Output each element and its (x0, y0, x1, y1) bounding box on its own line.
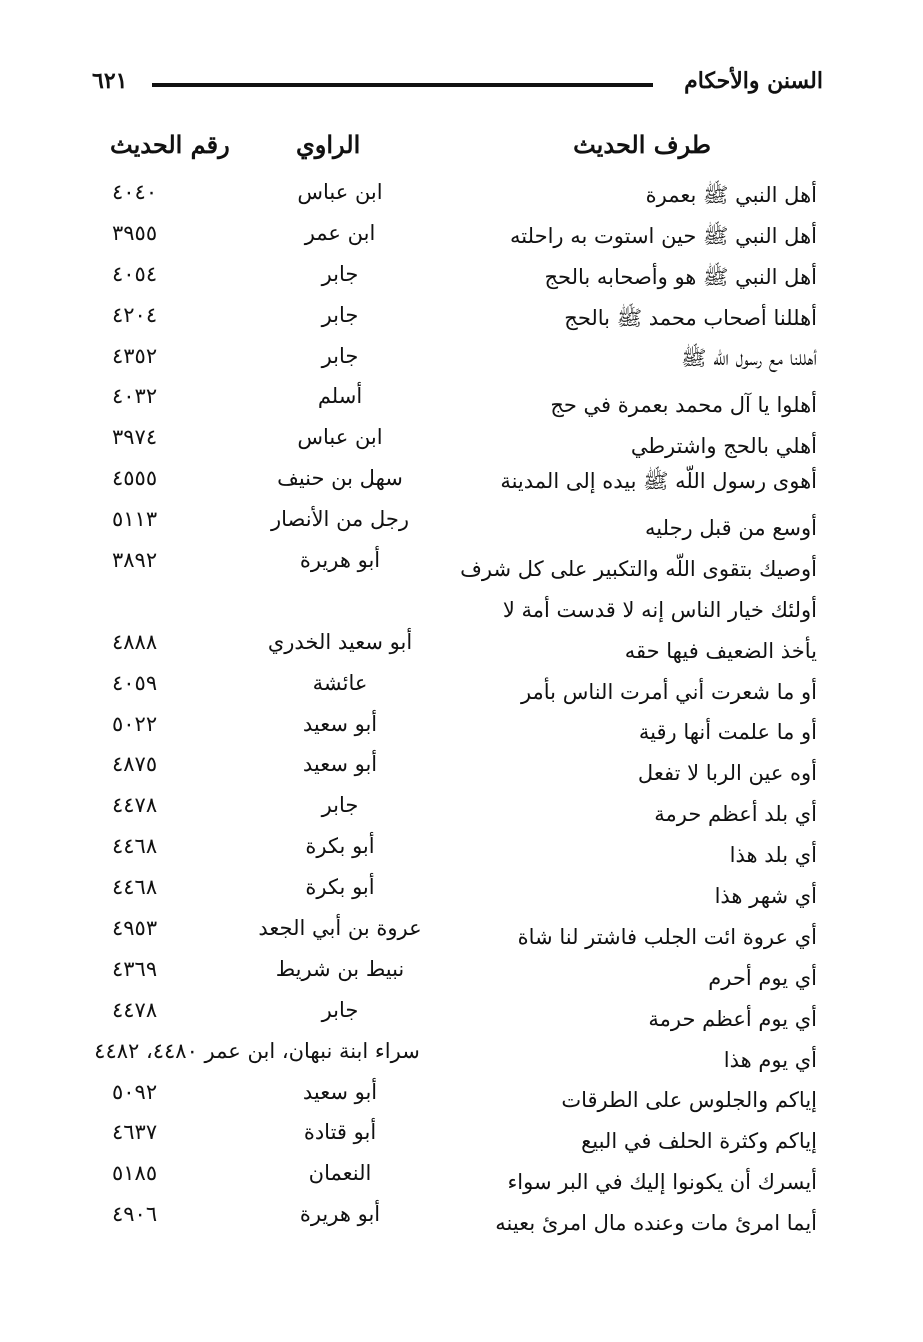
table-row (0, 1198, 923, 1239)
narrator-name: أبو سعيد (302, 711, 378, 736)
hadith-incipit: أي بلد هذا (729, 843, 817, 868)
hadith-incipit: أي يوم أعظم حرمة (648, 1006, 817, 1031)
hadith-incipit: أي شهر هذا (714, 884, 817, 909)
hadith-incipit: أهللنا أصحاب محمد ﷺ بالحج (564, 305, 817, 330)
hadith-number: ٤٥٥٥ (112, 466, 158, 491)
hadith-incipit: أهوى رسول اللّه ﷺ بيده إلى المدينة (500, 469, 817, 494)
table-row (0, 258, 923, 299)
hadith-number: ٤٨٨٨ (112, 629, 158, 654)
hadith-number: ٤٢٠٤ (112, 302, 158, 327)
narrator-name: عروة بن أبي الجعد (258, 916, 422, 941)
table-row (0, 830, 923, 871)
hadith-index-table (0, 176, 923, 1239)
hadith-number: ٤٠٣٢ (112, 384, 158, 409)
narrator-name: سراء ابنة نبهان، ابن عمر ٤٤٨٠، ٤٤٨٢ (94, 1038, 420, 1063)
hadith-incipit: أوسع من قبل رجليه (645, 516, 817, 541)
table-row (0, 789, 923, 830)
table-row (0, 912, 923, 953)
hadith-incipit: أي يوم هذا (723, 1047, 817, 1072)
hadith-number: ٥١١٣ (112, 507, 158, 532)
hadith-number: ٥١٨٥ (112, 1161, 158, 1186)
table-row (0, 299, 923, 340)
narrator-name: سهل بن حنيف (277, 466, 403, 491)
hadith-number: ٤٠٥٤ (112, 261, 158, 286)
narrator-name: جابر (321, 343, 359, 368)
hadith-incipit: أو ما علمت أنها رقية (638, 720, 817, 745)
table-row (0, 340, 923, 381)
table-row (0, 708, 923, 749)
hadith-incipit: أهل النبي ﷺ بعمرة (645, 182, 817, 207)
table-row (0, 462, 923, 503)
narrator-name: أبو قتادة (303, 1120, 377, 1145)
table-row (0, 626, 923, 667)
hadith-number: ٤٤٦٨ (112, 834, 158, 859)
narrator-name: جابر (321, 793, 359, 818)
page-number: ٦٢١ (92, 68, 128, 94)
table-row (0, 667, 923, 708)
hadith-number: ٤٠٥٩ (112, 670, 158, 695)
hadith-number: ٤٨٧٥ (112, 752, 158, 777)
hadith-incipit: أهللنا مع رسول اللّه ﷺ (681, 346, 817, 371)
header-rule (152, 83, 653, 87)
narrator-name: ابن عمر (304, 220, 376, 245)
hadith-number: ٤٣٥٢ (112, 343, 158, 368)
table-row (0, 380, 923, 421)
hadith-number: ٣٨٩٢ (112, 548, 158, 573)
hadith-incipit: أولئك خيار الناس إنه لا قدست أمة لا (502, 597, 817, 622)
hadith-incipit: أهل النبي ﷺ حين استوت به راحلته (510, 223, 817, 248)
table-row (0, 994, 923, 1035)
table-row (0, 748, 923, 789)
narrator-name: عائشة (312, 670, 368, 695)
table-row (0, 421, 923, 462)
hadith-number: ٤٤٧٨ (112, 997, 158, 1022)
narrator-name: أسلم (317, 384, 363, 409)
hadith-incipit: إياكم والجلوس على الطرقات (561, 1088, 817, 1113)
table-row (0, 585, 923, 626)
narrator-name: أبو سعيد (302, 752, 378, 777)
column-header-narrator: الراوي (296, 130, 361, 159)
hadith-number: ٤٩٠٦ (112, 1202, 158, 1227)
hadith-incipit: أي بلد أعظم حرمة (654, 802, 817, 827)
table-row (0, 503, 923, 544)
narrator-name: رجل من الأنصار (270, 507, 410, 532)
hadith-incipit: أهلي بالحج واشترطي (630, 434, 817, 459)
hadith-incipit: أيما امرئ مات وعنده مال امرئ بعينه (495, 1211, 817, 1236)
hadith-number: ٤٤٦٨ (112, 875, 158, 900)
page-header (92, 66, 823, 102)
hadith-incipit: أوصيك بتقوى اللّه والتكبير على كل شرف (460, 556, 817, 581)
hadith-incipit: أهل النبي ﷺ هو وأصحابه بالحج (544, 264, 817, 289)
narrator-name: ابن عباس (297, 180, 383, 204)
column-header-number: رقم الحديث (110, 130, 230, 159)
table-row (0, 217, 923, 258)
table-row (0, 1076, 923, 1117)
narrator-name: جابر (321, 997, 359, 1022)
table-row (0, 871, 923, 912)
table-row (0, 176, 923, 217)
hadith-number: ٤٩٥٣ (112, 916, 158, 941)
narrator-name: أبو بكرة (305, 875, 375, 900)
hadith-number: ٣٩٥٥ (112, 220, 158, 245)
hadith-incipit: إياكم وكثرة الحلف في البيع (581, 1129, 817, 1154)
hadith-number: ٤٠٤٠ (112, 180, 158, 204)
hadith-number: ٤٣٦٩ (112, 956, 158, 981)
hadith-number: ٣٩٧٤ (112, 425, 158, 450)
narrator-name: أبو بكرة (305, 834, 375, 859)
hadith-incipit: يأخذ الضعيف فيها حقه (624, 638, 817, 663)
column-header-hadith: طرف الحديث (573, 130, 711, 159)
table-row (0, 1035, 923, 1076)
hadith-incipit: أي عروة ائت الجلب فاشتر لنا شاة (517, 924, 817, 949)
table-row (0, 1157, 923, 1198)
table-row (0, 1116, 923, 1157)
table-row (0, 953, 923, 994)
narrator-name: جابر (321, 302, 359, 327)
book-title: السنن والأحكام (684, 68, 823, 94)
hadith-incipit: أو ما شعرت أني أمرت الناس بأمر (520, 679, 817, 704)
narrator-name: جابر (321, 261, 359, 286)
table-row (0, 544, 923, 585)
hadith-number: ٤٦٣٧ (112, 1120, 158, 1145)
narrator-name: أبو هريرة (299, 1202, 381, 1227)
narrator-name: نبيط بن شريط (275, 956, 405, 981)
narrator-name: أبو سعيد الخدري (267, 629, 413, 654)
narrator-name: أبو سعيد (302, 1079, 378, 1104)
narrator-name: ابن عباس (297, 425, 383, 450)
hadith-number: ٤٤٧٨ (112, 793, 158, 818)
hadith-number: ٥٠٢٢ (112, 711, 158, 736)
hadith-incipit: أوه عين الربا لا تفعل (637, 761, 817, 786)
hadith-number: ٥٠٩٢ (112, 1079, 158, 1104)
hadith-incipit: أيسرك أن يكونوا إليك في البر سواء (507, 1170, 817, 1195)
narrator-name: أبو هريرة (299, 548, 381, 573)
hadith-incipit: أي يوم أحرم (708, 965, 817, 990)
hadith-incipit: أهلوا يا آل محمد بعمرة في حج (550, 393, 817, 418)
narrator-name: النعمان (308, 1161, 372, 1186)
